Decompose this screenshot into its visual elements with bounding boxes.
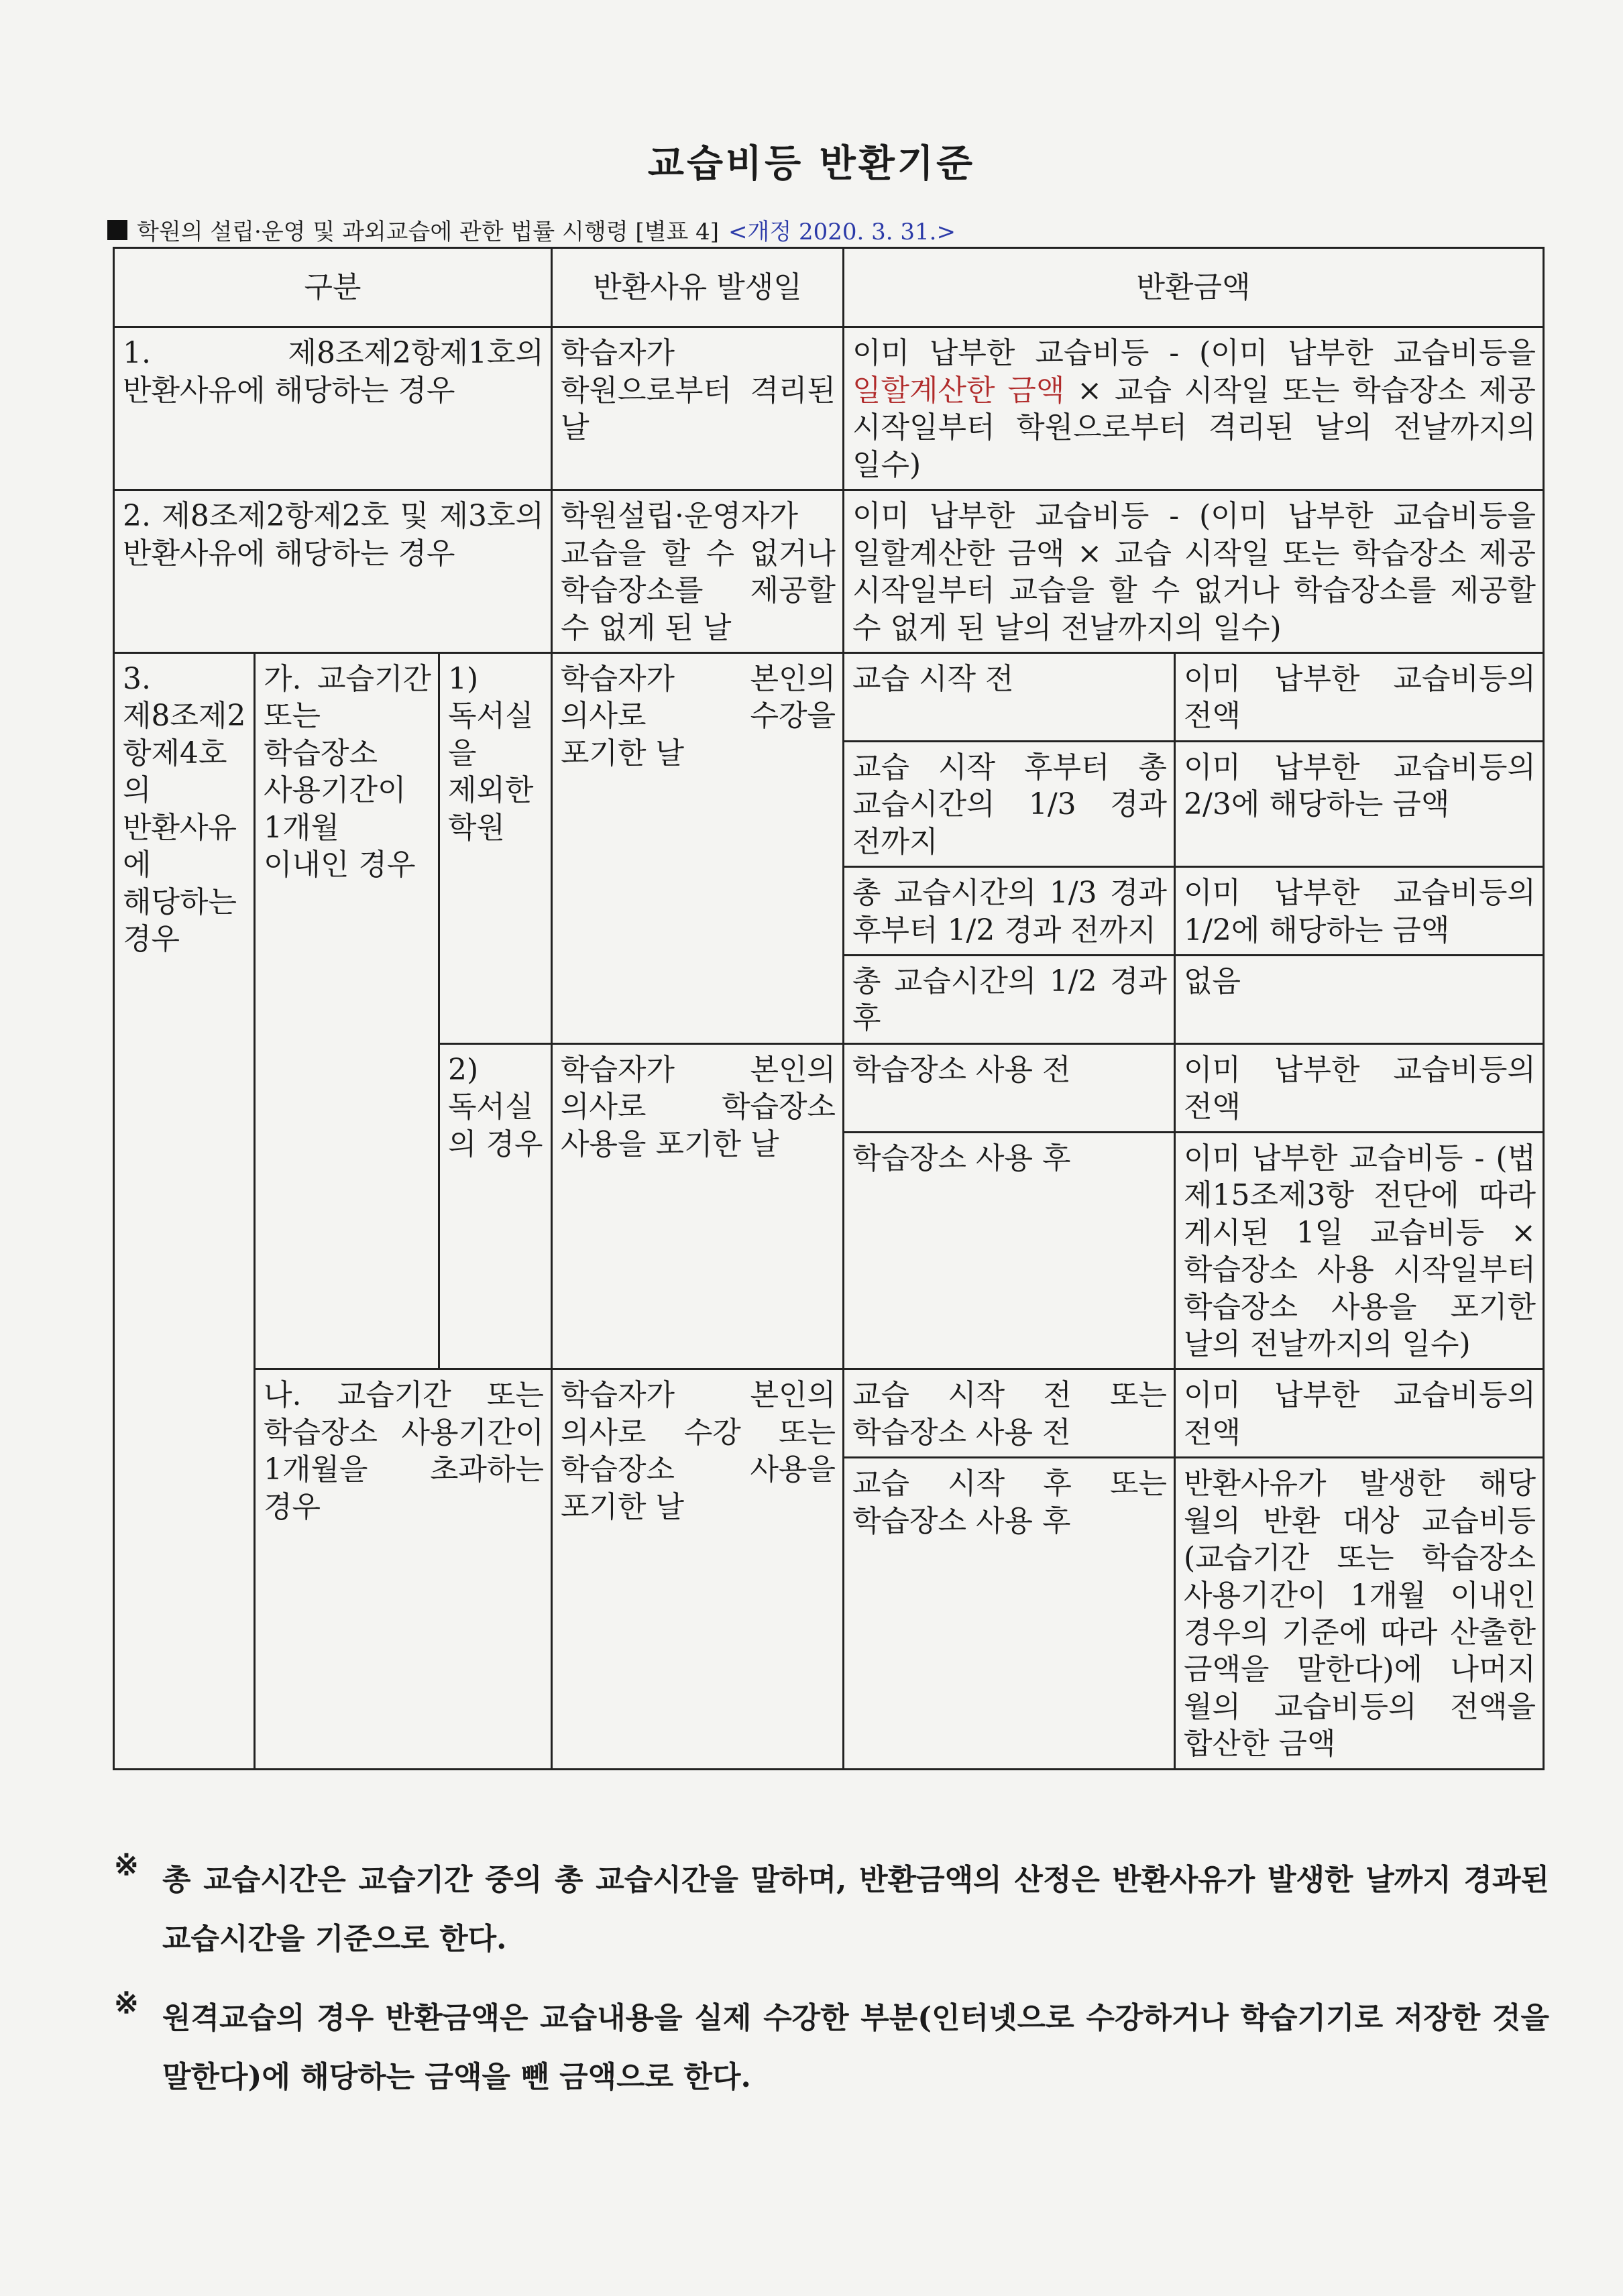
sub-na-condition: 교습 시작 전 또는 학습장소 사용 전 (844, 1369, 1175, 1458)
revision-date: <개정 2020. 3. 31.> (728, 219, 956, 245)
group1-label: 1) 독서실을 제외한 학원 (439, 652, 552, 1043)
row1-amount (844, 327, 1544, 490)
group1-condition: 총 교습시간의 1/3 경과 후부터 1/2 경과 전까지 (844, 867, 1175, 956)
square-bullet-icon (107, 220, 127, 240)
row1-amount-highlight: 일할계산한 금액 (852, 373, 1065, 408)
refund-criteria-table (113, 247, 1545, 1770)
law-reference (107, 213, 956, 246)
row3-category: 3. 제8조제2항제4호의 반환사유에 해당하는 경우 (114, 652, 255, 1769)
table-header-row (114, 248, 1544, 327)
sub-na-amount: 이미 납부한 교습비등의 전액 (1175, 1369, 1544, 1458)
header-occurrence-date: 반환사유 발생일 (552, 248, 844, 327)
group1-amount: 이미 납부한 교습비등의 전액 (1175, 652, 1544, 741)
reference-mark-icon: ※ (114, 1848, 139, 1882)
row3-sub-na: 나. 교습기간 또는 학습장소 사용기간이 1개월을 초과하는 경우 (255, 1369, 552, 1769)
group2-amount: 이미 납부한 교습비등 - (법 제15조제3항 전단에 따라 게시된 1일 교습비등 × 학습장소 사용 시작일부터 학습장소 사용을 포기한 날의 전날까지의 일수) (1175, 1132, 1544, 1369)
row1-amount-text: 이미 납부한 교습비등 - (이미 납부한 교습비등을 (852, 336, 1536, 371)
page-title: 교습비등 반환기준 (647, 142, 976, 186)
row1-date: 학습자가 학원으로부터 격리된 날 (552, 327, 844, 490)
table-row (114, 327, 1544, 490)
table-row (114, 1369, 1544, 1458)
footnote-text: 총 교습시간은 교습기간 중의 총 교습시간을 말하며, 반환금액의 산정은 반환사유가 발생한 날까지 경과된 교습시간을 기준으로 한다. (162, 1863, 1549, 1956)
group1-condition: 교습 시작 후부터 총 교습시간의 1/3 경과 전까지 (844, 741, 1175, 866)
sub-na-date: 학습자가 본인의 의사로 수강 또는 학습장소 사용을 포기한 날 (552, 1369, 844, 1769)
group1-amount: 없음 (1175, 956, 1544, 1044)
row2-date: 학원설립·운영자가 교습을 할 수 없거나 학습장소를 제공할 수 없게 된 날 (552, 490, 844, 653)
footnotes (114, 1848, 1549, 2127)
group2-label: 2) 독서실의 경우 (439, 1043, 552, 1369)
group2-date: 학습자가 본인의 의사로 학습장소 사용을 포기한 날 (552, 1043, 844, 1369)
footnote (114, 1986, 1549, 2107)
row3-sub-ga: 가. 교습기간 또는 학습장소 사용기간이 1개월 이내인 경우 (255, 652, 439, 1369)
group2-amount: 이미 납부한 교습비등의 전액 (1175, 1043, 1544, 1132)
group2-condition: 학습장소 사용 전 (844, 1043, 1175, 1132)
row2-amount: 이미 납부한 교습비등 - (이미 납부한 교습비등을 일할계산한 금액 × 교습 시작일 또는 학습장소 제공 시작일부터 교습을 할 수 없거나 학습장소를 제공할 수 없게 된 날의 전날까지의 일수) (844, 490, 1544, 653)
table-row (114, 490, 1544, 653)
row2-category: 2. 제8조제2항제2호 및 제3호의 반환사유에 해당하는 경우 (114, 490, 552, 653)
header-category: 구분 (114, 248, 552, 327)
law-name: 학원의 설립·운영 및 과외교습에 관한 법률 시행령 [별표 4] (137, 219, 719, 245)
sub-na-amount: 반환사유가 발생한 해당 월의 반환 대상 교습비등(교습기간 또는 학습장소 사용기간이 1개월 이내인 경우의 기준에 따라 산출한 금액을 말한다)에 나머지 월의 교습비등의 전액을 합산한 금액 (1175, 1458, 1544, 1770)
footnote (114, 1848, 1549, 1969)
footnote-text: 원격교습의 경우 반환금액은 교습내용을 실제 수강한 부분(인터넷으로 수강하거나 학습기기로 저장한 것을 말한다)에 해당하는 금액을 뺀 금액으로 한다. (162, 2001, 1549, 2094)
group1-amount: 이미 납부한 교습비등의 2/3에 해당하는 금액 (1175, 741, 1544, 866)
group1-date: 학습자가 본인의 의사로 수강을 포기한 날 (552, 652, 844, 1043)
row1-category: 1. 제8조제2항제1호의 반환사유에 해당하는 경우 (114, 327, 552, 490)
group1-amount: 이미 납부한 교습비등의 1/2에 해당하는 금액 (1175, 867, 1544, 956)
group1-condition: 총 교습시간의 1/2 경과 후 (844, 956, 1175, 1044)
sub-na-condition: 교습 시작 후 또는 학습장소 사용 후 (844, 1458, 1175, 1770)
group2-condition: 학습장소 사용 후 (844, 1132, 1175, 1369)
table-row (114, 652, 1544, 741)
header-refund-amount: 반환금액 (844, 248, 1544, 327)
group1-condition: 교습 시작 전 (844, 652, 1175, 741)
reference-mark-icon: ※ (114, 1986, 139, 2020)
row1-amount-text-end: × 교습 시작일 또는 학습장소 제공 시작일부터 학원으로부터 격리된 날의 전날까지의 일수) (852, 373, 1536, 482)
